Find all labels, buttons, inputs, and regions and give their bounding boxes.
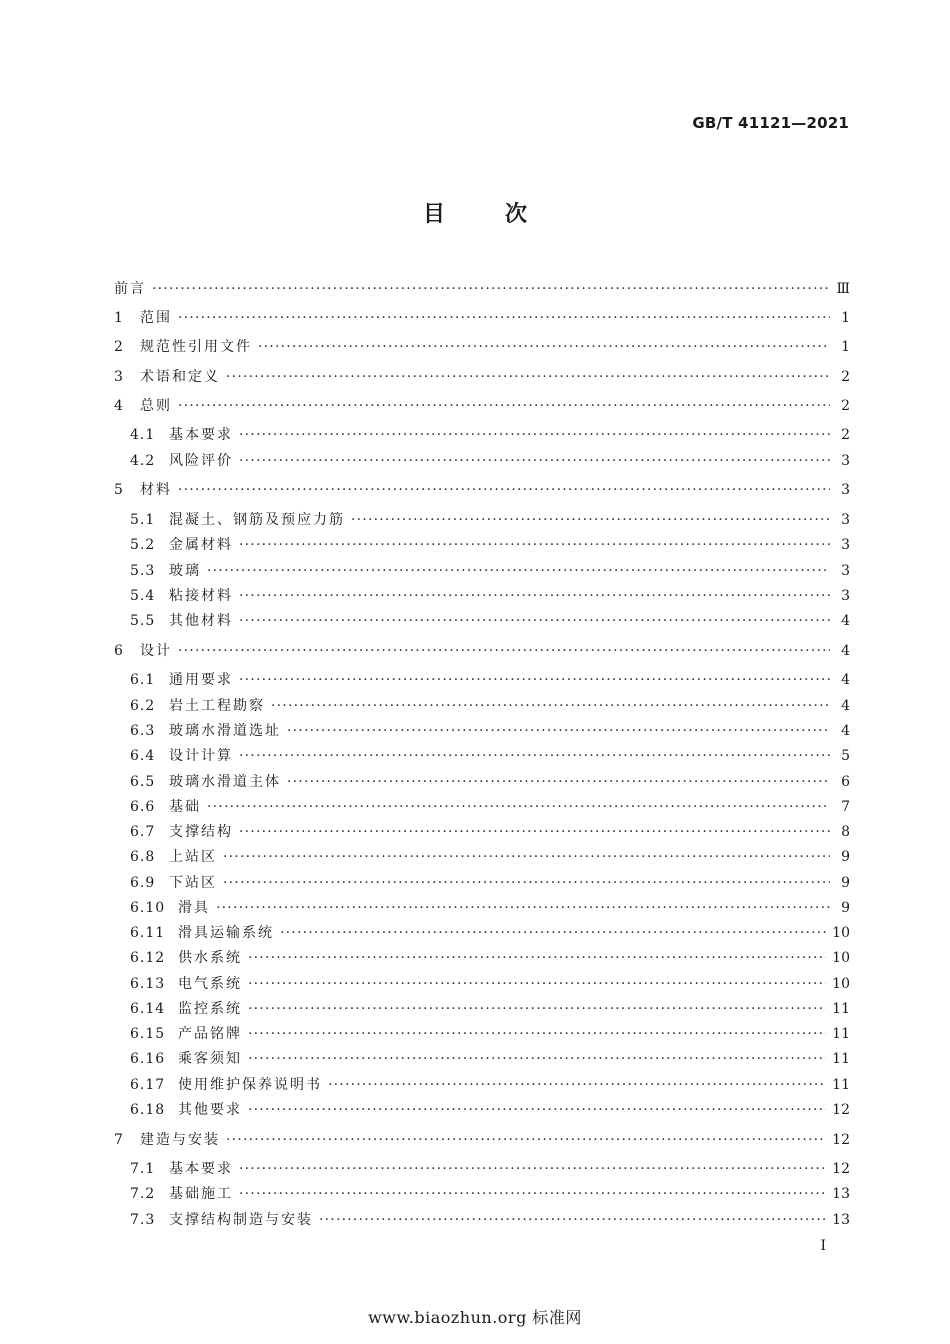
toc-entry[interactable] (114, 424, 850, 446)
toc-entry[interactable] (114, 897, 850, 919)
toc-entry-page: 3 (841, 512, 850, 528)
toc-entry[interactable] (114, 307, 850, 329)
dot-leader (351, 509, 830, 531)
toc-entry[interactable] (114, 560, 850, 582)
dot-leader (207, 560, 830, 582)
toc-entry[interactable] (114, 1099, 850, 1121)
dot-leader (239, 1183, 826, 1205)
dot-leader (178, 307, 830, 329)
toc-entry[interactable] (114, 846, 850, 868)
dot-leader (152, 278, 830, 300)
toc-entry-page: 2 (841, 369, 850, 385)
dot-leader (271, 695, 830, 717)
toc-entry-label: 基础 (169, 799, 201, 815)
toc-entry-number: 6.4 (130, 748, 156, 764)
toc-entry-label: 玻璃 (169, 563, 201, 579)
toc-entry-page: 10 (832, 950, 850, 966)
toc-entry-number: 5 (114, 482, 124, 498)
toc-entry[interactable] (114, 669, 850, 691)
toc-entry-label: 其他要求 (178, 1102, 242, 1118)
toc-entry-number: 3 (114, 369, 124, 385)
toc-entry-page: 3 (841, 482, 850, 498)
toc-entry-page: 3 (841, 588, 850, 604)
toc-entry-label: 支撑结构 (169, 824, 233, 840)
toc-entry-page: 8 (841, 824, 850, 840)
toc-entry-page: 11 (832, 1001, 850, 1017)
dot-leader (239, 424, 830, 446)
page-number: I (820, 1238, 826, 1254)
toc-entry-label: 滑具 (178, 900, 210, 916)
toc-entry-label: 通用要求 (169, 672, 233, 688)
toc-entry[interactable] (114, 973, 850, 995)
toc-entry-label: 总则 (140, 398, 172, 414)
toc-entry[interactable] (114, 1183, 850, 1205)
dot-leader (239, 1158, 826, 1180)
dot-leader (248, 973, 826, 995)
toc-entry[interactable] (114, 366, 850, 388)
toc-entry[interactable] (114, 336, 850, 358)
toc-entry-number: 6.18 (130, 1102, 166, 1118)
dot-leader (239, 585, 830, 607)
dot-leader (178, 395, 830, 417)
dot-leader (239, 534, 830, 556)
toc-entry-number: 4.1 (130, 427, 156, 443)
toc-entry-number: 7.1 (130, 1161, 156, 1177)
toc-entry-label: 基本要求 (169, 1161, 233, 1177)
toc-entry-number: 1 (114, 310, 124, 326)
toc-entry[interactable] (114, 509, 850, 531)
toc-entry[interactable] (114, 534, 850, 556)
toc-entry-label: 基本要求 (169, 427, 233, 443)
toc-entry-label: 支撑结构制造与安装 (169, 1212, 313, 1228)
toc-entry-page: 1 (841, 310, 850, 326)
toc-entry-label: 其他材料 (169, 613, 233, 629)
dot-leader (178, 640, 830, 662)
toc-entry-label: 乘客须知 (178, 1051, 242, 1067)
toc-entry-label: 玻璃水滑道选址 (169, 723, 281, 739)
toc-entry-label: 设计 (140, 643, 172, 659)
toc-entry-page: 12 (832, 1102, 850, 1118)
toc-entry-page: 4 (841, 672, 850, 688)
toc-entry-page: 12 (832, 1132, 850, 1148)
toc-entry-number: 5.3 (130, 563, 156, 579)
dot-leader (319, 1209, 826, 1231)
toc-entry-label: 滑具运输系统 (178, 925, 274, 941)
toc-entry-page: 3 (841, 563, 850, 579)
toc-entry-number: 7.2 (130, 1186, 156, 1202)
toc-entry-number: 6.1 (130, 672, 156, 688)
toc-entry[interactable] (114, 395, 850, 417)
dot-leader (216, 897, 830, 919)
toc-entry-number: 6 (114, 643, 124, 659)
toc-entry-page: 13 (832, 1186, 850, 1202)
toc-entry[interactable] (114, 1129, 850, 1151)
toc-entry-label: 粘接材料 (169, 588, 233, 604)
toc-entry-page: 2 (841, 427, 850, 443)
toc-entry-page: 11 (832, 1026, 850, 1042)
toc-entry[interactable] (114, 1023, 850, 1045)
toc-entry-label: 上站区 (169, 849, 217, 865)
dot-leader (287, 720, 830, 742)
standard-number: GB/T 41121—2021 (692, 114, 849, 132)
toc-entry-number: 6.14 (130, 1001, 166, 1017)
toc-entry-page: 6 (841, 774, 850, 790)
toc-entry[interactable] (114, 796, 850, 818)
toc-entry-label: 风险评价 (169, 453, 233, 469)
toc-entry-number: 6.2 (130, 698, 156, 714)
toc-entry[interactable] (114, 745, 850, 767)
toc-entry-number: 4 (114, 398, 124, 414)
toc-entry-number: 5.5 (130, 613, 156, 629)
toc-entry[interactable] (114, 640, 850, 662)
toc-entry-label: 产品铭牌 (178, 1026, 242, 1042)
toc-entry-number: 6.13 (130, 976, 166, 992)
dot-leader (328, 1074, 826, 1096)
toc-entry[interactable] (114, 585, 850, 607)
toc-entry[interactable] (114, 695, 850, 717)
toc-entry-label: 使用维护保养说明书 (178, 1077, 322, 1093)
toc-entry-page: 9 (841, 900, 850, 916)
toc-entry-label: 监控系统 (178, 1001, 242, 1017)
toc-entry[interactable] (114, 1158, 850, 1180)
dot-leader (178, 479, 830, 501)
toc-entry-label: 规范性引用文件 (140, 339, 252, 355)
dot-leader (248, 1048, 826, 1070)
toc-entry[interactable] (114, 610, 850, 632)
toc-entry-page: 5 (841, 748, 850, 764)
dot-leader (248, 1099, 826, 1121)
toc-entry-number: 7 (114, 1132, 124, 1148)
toc-entry[interactable] (114, 821, 850, 843)
dot-leader (239, 745, 830, 767)
dot-leader (239, 450, 830, 472)
toc-entry-number: 4.2 (130, 453, 156, 469)
toc-entry-page: 3 (841, 453, 850, 469)
toc-entry[interactable] (114, 278, 850, 300)
toc-entry[interactable] (114, 998, 850, 1020)
toc-entry-page: 4 (841, 723, 850, 739)
dot-leader (226, 366, 830, 388)
page-title: 目次 (422, 202, 587, 227)
toc-entry-page: 11 (832, 1051, 850, 1067)
toc-entry-number: 6.17 (130, 1077, 166, 1093)
toc-entry-label: 基础施工 (169, 1186, 233, 1202)
toc-entry-label: 混凝土、钢筋及预应力筋 (169, 512, 345, 528)
dot-leader (223, 872, 830, 894)
dot-leader (248, 1023, 826, 1045)
dot-leader (239, 669, 830, 691)
toc-entry-page: 9 (841, 875, 850, 891)
toc-entry[interactable] (114, 1048, 850, 1070)
toc-entry-number: 6.5 (130, 774, 156, 790)
watermark-url[interactable]: www.biaozhun.org 标准网 (368, 1308, 582, 1327)
toc-entry-number: 6.3 (130, 723, 156, 739)
toc-entry-number: 6.11 (130, 925, 166, 941)
toc-entry-number: 2 (114, 339, 124, 355)
toc-entry[interactable] (114, 922, 850, 944)
toc-entry-number: 5.4 (130, 588, 156, 604)
dot-leader (226, 1129, 826, 1151)
dot-leader (239, 821, 830, 843)
toc-entry-number: 5.1 (130, 512, 156, 528)
toc-entry-label: 玻璃水滑道主体 (169, 774, 281, 790)
toc-entry-number: 6.16 (130, 1051, 166, 1067)
dot-leader (223, 846, 830, 868)
toc-entry-label: 电气系统 (178, 976, 242, 992)
toc-entry-number: 6.9 (130, 875, 156, 891)
toc-entry-label: 设计计算 (169, 748, 233, 764)
dot-leader (248, 947, 826, 969)
toc-entry-label: 术语和定义 (140, 369, 220, 385)
toc-entry-label: 前言 (114, 281, 146, 297)
toc-entry[interactable] (114, 872, 850, 894)
toc-entry-label: 下站区 (169, 875, 217, 891)
toc-entry-page: 1 (841, 339, 850, 355)
toc-entry-number: 6.8 (130, 849, 156, 865)
toc-entry-page: 2 (841, 398, 850, 414)
toc-entry-page: 10 (832, 976, 850, 992)
toc-entry-number: 6.7 (130, 824, 156, 840)
toc-entry[interactable] (114, 450, 850, 472)
toc-entry-number: 5.2 (130, 537, 156, 553)
toc-entry-page: 9 (841, 849, 850, 865)
toc-entry-page: 13 (832, 1212, 850, 1228)
toc-entry-number: 6.6 (130, 799, 156, 815)
toc-entry-number: 6.10 (130, 900, 166, 916)
toc-entry-label: 岩土工程勘察 (169, 698, 265, 714)
toc-entry-page: Ⅲ (836, 281, 850, 297)
toc-entry-label: 材料 (140, 482, 172, 498)
toc-entry-page: 10 (832, 925, 850, 941)
dot-leader (258, 336, 830, 358)
toc-entry-label: 供水系统 (178, 950, 242, 966)
toc-entry-label: 建造与安装 (140, 1132, 220, 1148)
dot-leader (207, 796, 830, 818)
toc-entry-page: 3 (841, 537, 850, 553)
dot-leader (280, 922, 826, 944)
toc-entry[interactable] (114, 771, 850, 793)
toc-entry-number: 7.3 (130, 1212, 156, 1228)
toc-entry-label: 金属材料 (169, 537, 233, 553)
toc-entry-number: 6.12 (130, 950, 166, 966)
toc-entry-page: 4 (841, 698, 850, 714)
toc-entry[interactable] (114, 479, 850, 501)
dot-leader (248, 998, 826, 1020)
toc-entry-page: 7 (841, 799, 850, 815)
dot-leader (287, 771, 830, 793)
toc-entry[interactable] (114, 947, 850, 969)
toc-entry-page: 4 (841, 643, 850, 659)
toc-entry-label: 范围 (140, 310, 172, 326)
toc-entry-page: 4 (841, 613, 850, 629)
toc-entry-number: 6.15 (130, 1026, 166, 1042)
toc-entry[interactable] (114, 1209, 850, 1231)
dot-leader (239, 610, 830, 632)
toc-entry[interactable] (114, 720, 850, 742)
toc-entry-page: 12 (832, 1161, 850, 1177)
toc-entry[interactable] (114, 1074, 850, 1096)
toc-entry-page: 11 (832, 1077, 850, 1093)
